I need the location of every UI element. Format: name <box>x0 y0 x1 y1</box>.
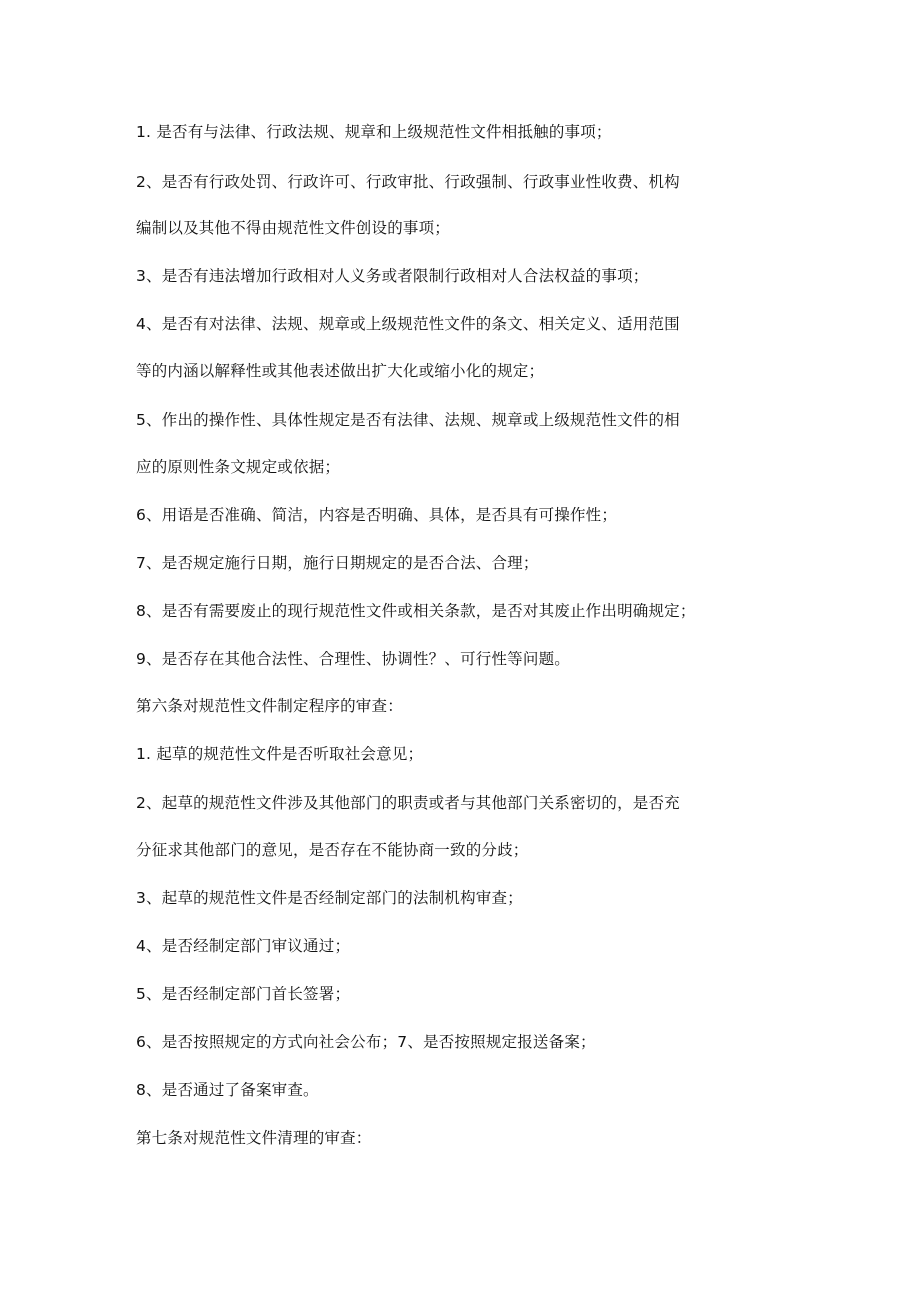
section-heading: 第七条对规范性文件清理的审查： <box>136 1129 372 1147</box>
text-line: 8、是否有需要废止的现行规范性文件或相关条款，是否对其废止作出明确规定； <box>136 602 696 620</box>
text-line: 1. 是否有与法律、行政法规、规章和上级规范性文件相抵触的事项； <box>136 123 612 141</box>
text-line: 8、是否通过了备案审查。 <box>136 1081 319 1099</box>
text-line: 6、是否按照规定的方式向社会公布；7、是否按照规定报送备案； <box>136 1033 596 1051</box>
text-line: 4、是否经制定部门审议通过； <box>136 937 351 955</box>
text-line: 5、作出的操作性、具体性规定是否有法律、法规、规章或上级规范性文件的相 <box>136 411 680 429</box>
text-line: 7、是否规定施行日期，施行日期规定的是否合法、合理； <box>136 554 539 572</box>
text-line: 6、用语是否准确、简洁，内容是否明确、具体，是否具有可操作性； <box>136 506 618 524</box>
text-line: 1. 起草的规范性文件是否听取社会意见； <box>136 745 424 763</box>
text-line: 编制以及其他不得由规范性文件创设的事项； <box>136 219 451 237</box>
text-line: 5、是否经制定部门首长签署； <box>136 985 351 1003</box>
section-heading: 第六条对规范性文件制定程序的审查： <box>136 697 403 715</box>
text-line: 2、起草的规范性文件涉及其他部门的职责或者与其他部门关系密切的，是否充 <box>136 794 680 812</box>
text-line: 等的内涵以解释性或其他表述做出扩大化或缩小化的规定； <box>136 362 545 380</box>
text-line: 3、是否有违法增加行政相对人义务或者限制行政相对人合法权益的事项； <box>136 267 649 285</box>
text-line: 3、起草的规范性文件是否经制定部门的法制机构审查； <box>136 889 523 907</box>
text-line: 9、是否存在其他合法性、合理性、协调性？、可行性等问题。 <box>136 650 570 668</box>
text-line: 应的原则性条文规定或依据； <box>136 458 341 476</box>
text-line: 分征求其他部门的意见，是否存在不能协商一致的分歧； <box>136 841 529 859</box>
text-line: 4、是否有对法律、法规、规章或上级规范性文件的条文、相关定义、适用范围 <box>136 315 680 333</box>
text-line: 2、是否有行政处罚、行政许可、行政审批、行政强制、行政事业性收费、机构 <box>136 173 680 191</box>
